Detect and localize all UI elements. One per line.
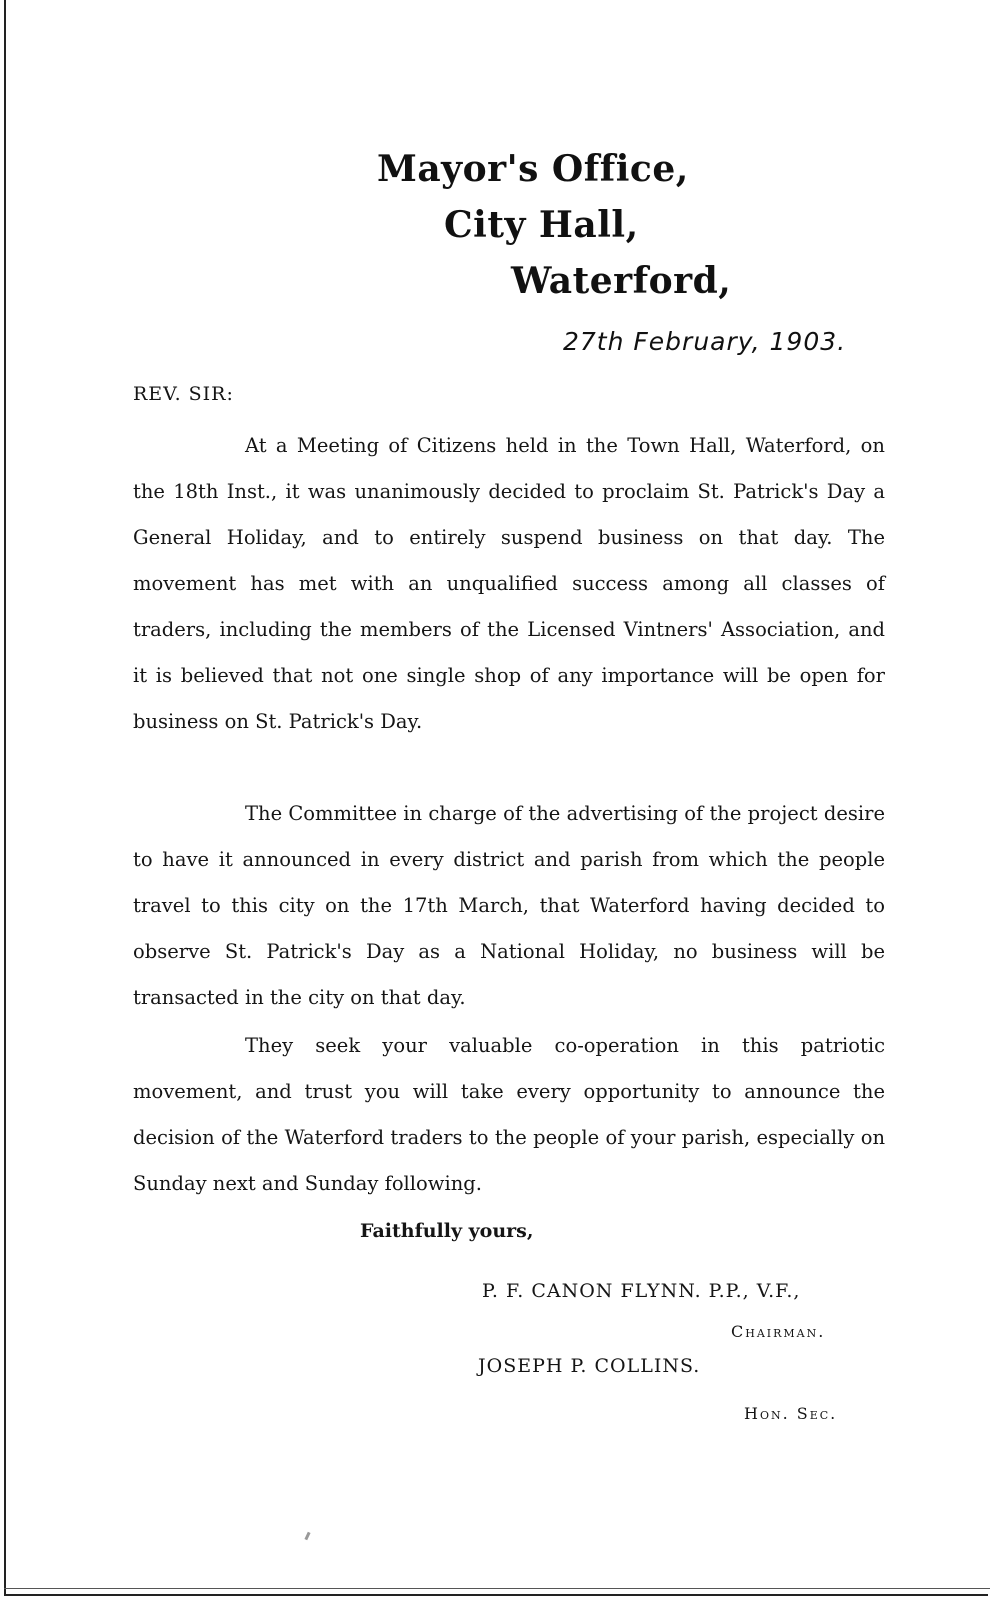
body-paragraph-2 bbox=[133, 791, 885, 1021]
letterhead-city-hall: City Hall, bbox=[444, 204, 639, 246]
letterhead-mayors-office: Mayor's Office, bbox=[377, 148, 689, 190]
closing-line: Faithfully yours, bbox=[360, 1220, 534, 1242]
body-paragraph-1-text: At a Meeting of Citizens held in the Town Hall, Waterford, on the 18th Inst., it was unanimously decided to proclaim St. Patrick's Day a General Holiday, and to entirely suspend business on that day. The movement has met with an unqualified success among all classes of traders, including the members of the Licensed Vintners' Association, and it is believed that not one single shop of any importance will be open for business on St. Patrick's Day. bbox=[133, 434, 885, 733]
body-paragraph-3 bbox=[133, 1023, 885, 1207]
body-paragraph-2-text: The Committee in charge of the advertising of the project desire to have it announced in every district and parish from which the people travel to this city on the 17th March, that Waterford having decided to observe St. Patrick's Day as a National Holiday, no business will be transacted in the city on that day. bbox=[133, 802, 885, 1009]
signatory-chairman-title: Chairman. bbox=[731, 1322, 826, 1341]
salutation: REV. SIR: bbox=[133, 383, 234, 405]
letter-date: 27th February, 1903. bbox=[563, 327, 847, 356]
letterhead-waterford: Waterford, bbox=[511, 260, 732, 302]
signatory-chairman-name: P. F. CANON FLYNN. P.P., V.F., bbox=[482, 1280, 801, 1302]
body-paragraph-3-text: They seek your valuable co-operation in this patriotic movement, and trust you will take every opportunity to announce the decision of the Waterford traders to the people of your parish, especially on Sunday next and Sunday following. bbox=[133, 1034, 885, 1195]
bottom-rule bbox=[4, 1588, 990, 1589]
signatory-secretary-title: Hon. Sec. bbox=[744, 1404, 838, 1423]
signatory-secretary-name: JOSEPH P. COLLINS. bbox=[478, 1355, 701, 1377]
body-paragraph-1 bbox=[133, 423, 885, 745]
